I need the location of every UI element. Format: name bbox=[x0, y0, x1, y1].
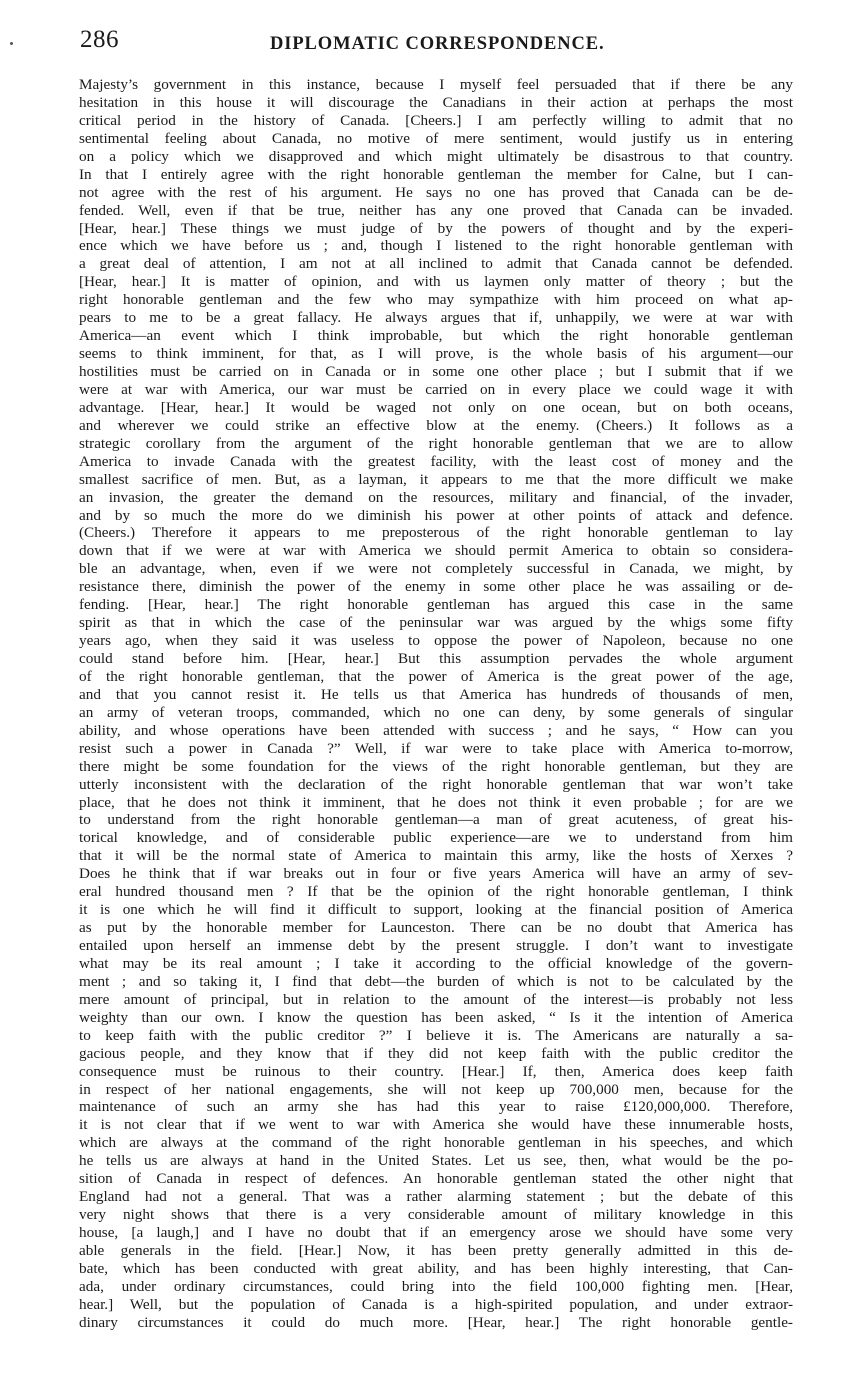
text-line: were at war with America, our war must be carried on in every place we could wage it with bbox=[79, 380, 793, 398]
text-line: advantage. [Hear, hear.] It would be waged not only on one ocean, but on both oceans, bbox=[79, 398, 793, 416]
text-line: place, that he does not think it imminent, that he does not think it even probable ; for are we bbox=[79, 793, 793, 811]
text-line: down that if we were at war with America we should permit America to obtain so considera- bbox=[79, 542, 793, 560]
text-line: what may be its real amount ; I take it according to the official knowledge of the govern- bbox=[79, 954, 793, 972]
text-line: critical period in the history of Canada. [Cheers.] I am perfectly willing to admit that no bbox=[79, 111, 793, 129]
text-line: maintenance of such an army she has had this year to raise £120,000,000. Therefore, bbox=[79, 1098, 793, 1116]
text-line: ble an advantage, when, even if we were not completely successful in Canada, we might, by bbox=[79, 560, 793, 578]
text-line: utterly inconsistent with the declaration of the right honorable gentleman that war won’t take bbox=[79, 775, 793, 793]
text-line: able generals in the field. [Hear.] Now, it has been pretty generally admitted in this de- bbox=[79, 1241, 793, 1259]
text-line: sentimental feeling about Canada, no motive of mere sentiment, would justify us in entering bbox=[79, 129, 793, 147]
text-line: ence which we have before us ; and, though I listened to the right honorable gentleman with bbox=[79, 237, 793, 255]
text-line: an invasion, the greater the demand on the resources, military and financial, of the invader, bbox=[79, 488, 793, 506]
text-line: ada, under ordinary circumstances, could bring into the field 100,000 fighting men. [Hear, bbox=[79, 1277, 793, 1295]
text-line: [Hear, hear.] It is matter of opinion, and with us laymen only matter of theory ; but the bbox=[79, 273, 793, 291]
text-line: ability, and whose operations have been attended with success ; and he says, “ How can you bbox=[79, 721, 793, 739]
text-line: America—an event which I think improbable, but which the right honorable gentleman bbox=[79, 327, 793, 345]
text-line: years ago, when they said it was useless to oppose the power of Napoleon, because no one bbox=[79, 632, 793, 650]
text-line: eral hundred thousand men ? If that be the opinion of the right honorable gentleman, I think bbox=[79, 883, 793, 901]
text-line: smallest sacrifice of men. But, as a layman, it appears to me that the more difficult we make bbox=[79, 470, 793, 488]
text-line: which are always at the command of the right honorable gentleman in his speeches, and which bbox=[79, 1134, 793, 1152]
text-line: England had not a general. That was a rather alarming statement ; but the debate of this bbox=[79, 1188, 793, 1206]
text-line: consequence must be ruinous to their country. [Hear.] If, then, America does keep faith bbox=[79, 1062, 793, 1080]
text-line: right honorable gentleman and the few who may sympathize with him proceed on what ap- bbox=[79, 291, 793, 309]
text-line: [Hear, hear.] These things we must judge of by the powers of thought and by the experi- bbox=[79, 219, 793, 237]
text-line: it is not clear that if we went to war with America she would have these innumerable hosts, bbox=[79, 1116, 793, 1134]
running-head: DIPLOMATIC CORRESPONDENCE. bbox=[270, 34, 605, 54]
text-line: bate, which has been conducted with great ability, and has been highly interesting, that Can- bbox=[79, 1259, 793, 1277]
text-line: fended. Well, even if that be true, neither has any one proved that Canada can be invaded. bbox=[79, 201, 793, 219]
text-line: not agree with the rest of his argument. He says no one has proved that Canada can be de- bbox=[79, 183, 793, 201]
text-line: weighty than our own. I know the question has been asked, “ Is it the intention of America bbox=[79, 1008, 793, 1026]
text-line: it is one which he will find it difficult to support, looking at the financial position of America bbox=[79, 901, 793, 919]
text-line: could stand before him. [Hear, hear.] But this assumption pervades the whole argument bbox=[79, 650, 793, 667]
text-line: fending. [Hear, hear.] The right honorable gentleman has argued this case in the same bbox=[79, 596, 793, 614]
text-line: Majesty’s government in this instance, because I myself feel persuaded that if there be any bbox=[79, 76, 793, 93]
text-line: and wherever we could strike an effective blow at the enemy. (Cheers.) It follows as a bbox=[79, 416, 793, 434]
text-line: torical knowledge, and of considerable public experience—are we to understand from him bbox=[79, 829, 793, 847]
text-line: gacious people, and they know that if they did not keep faith with the public creditor the bbox=[79, 1044, 793, 1062]
text-line: that it will be the normal state of America to maintain this army, like the hosts of Xerxes ? bbox=[79, 847, 793, 865]
text-line: of the right honorable gentleman, that the power of America is the great power of the age, bbox=[79, 667, 793, 685]
text-line: very night shows that there is a very considerable amount of military knowledge in this bbox=[79, 1206, 793, 1224]
page-header bbox=[80, 26, 792, 60]
text-line: mere amount of principal, but in relation to the amount of the interest—is probably not less bbox=[79, 990, 793, 1008]
text-line: spirit as that in which the case of the peninsular war was argued by the whigs some fifty bbox=[79, 614, 793, 632]
text-line: a great deal of attention, I am not at all inclined to admit that Canada cannot be defended. bbox=[79, 255, 793, 273]
text-line: in respect of her national engagements, she will not keep up 700,000 men, because for the bbox=[79, 1080, 793, 1098]
text-line: hostilities must be carried on in Canada or in some one other place ; but I submit that if we bbox=[79, 363, 793, 380]
text-line: hear.] Well, but the population of Canada is a high-spirited population, and under extraor- bbox=[79, 1295, 793, 1313]
text-line: dinary circumstances it could do much more. [Hear, hear.] The right honorable gentle- bbox=[79, 1313, 793, 1331]
text-line: America to invade Canada with the greatest facility, with the least cost of money and the bbox=[79, 452, 793, 470]
page-number: 286 bbox=[80, 26, 119, 53]
text-line: seems to think imminent, for that, as I will prove, is the whole basis of his argument—our bbox=[79, 345, 793, 363]
text-line: sition of Canada in respect of defences. An honorable gentleman stated the other night that bbox=[79, 1170, 793, 1188]
text-line: to keep faith with the public creditor ?” I believe it is. The Americans are naturally a sa- bbox=[79, 1026, 793, 1044]
text-line: as put by the honorable member for Launceston. There can be no doubt that America has bbox=[79, 919, 793, 937]
text-line: house, [a laugh,] and I have no doubt that if an emergency arose we should have some very bbox=[79, 1224, 793, 1241]
text-line: on a policy which we disapproved and which might ultimately be disastrous to that country. bbox=[79, 147, 793, 165]
text-line: and that you cannot resist it. He tells us that America has hundreds of thousands of men, bbox=[79, 685, 793, 703]
text-line: hesitation in this house it will discourage the Canadians in their action at perhaps the most bbox=[79, 93, 793, 111]
margin-dot bbox=[10, 42, 13, 45]
text-line: Does he think that if war breaks out in four or five years America will have an army of sev- bbox=[79, 865, 793, 883]
text-line: there might be some foundation for the views of the right honorable gentleman, but they are bbox=[79, 757, 793, 775]
text-line: resist such a power in Canada ?” Well, if war were to take place with America to-morrow, bbox=[79, 739, 793, 757]
body-text bbox=[79, 76, 793, 1332]
text-line: In that I entirely agree with the right honorable gentleman the member for Calne, but I can- bbox=[79, 165, 793, 183]
text-line: he tells us are always at hand in the United States. Let us see, then, what would be the po- bbox=[79, 1152, 793, 1170]
text-line: pears to me to be a great fallacy. He always argues that if, unhappily, we were at war with bbox=[79, 309, 793, 327]
text-line: (Cheers.) Therefore it appears to me preposterous of the right honorable gentleman to lay bbox=[79, 524, 793, 542]
text-line: strategic corollary from the argument of the right honorable gentleman that we are to allow bbox=[79, 434, 793, 452]
text-line: to understand from the right honorable gentleman—a man of great acuteness, of great his- bbox=[79, 811, 793, 829]
text-line: entailed upon herself an immense debt by the present struggle. I don’t want to investigate bbox=[79, 937, 793, 954]
text-line: ment ; and so taking it, I find that debt—the burden of which is not to be calculated by the bbox=[79, 972, 793, 990]
text-line: resistance there, diminish the power of the enemy in some other place he was assailing or de- bbox=[79, 578, 793, 596]
text-line: and by so much the more do we diminish his power at other points of attack and defence. bbox=[79, 506, 793, 524]
text-line: an army of veteran troops, commanded, which no one can deny, by some generals of singular bbox=[79, 703, 793, 721]
